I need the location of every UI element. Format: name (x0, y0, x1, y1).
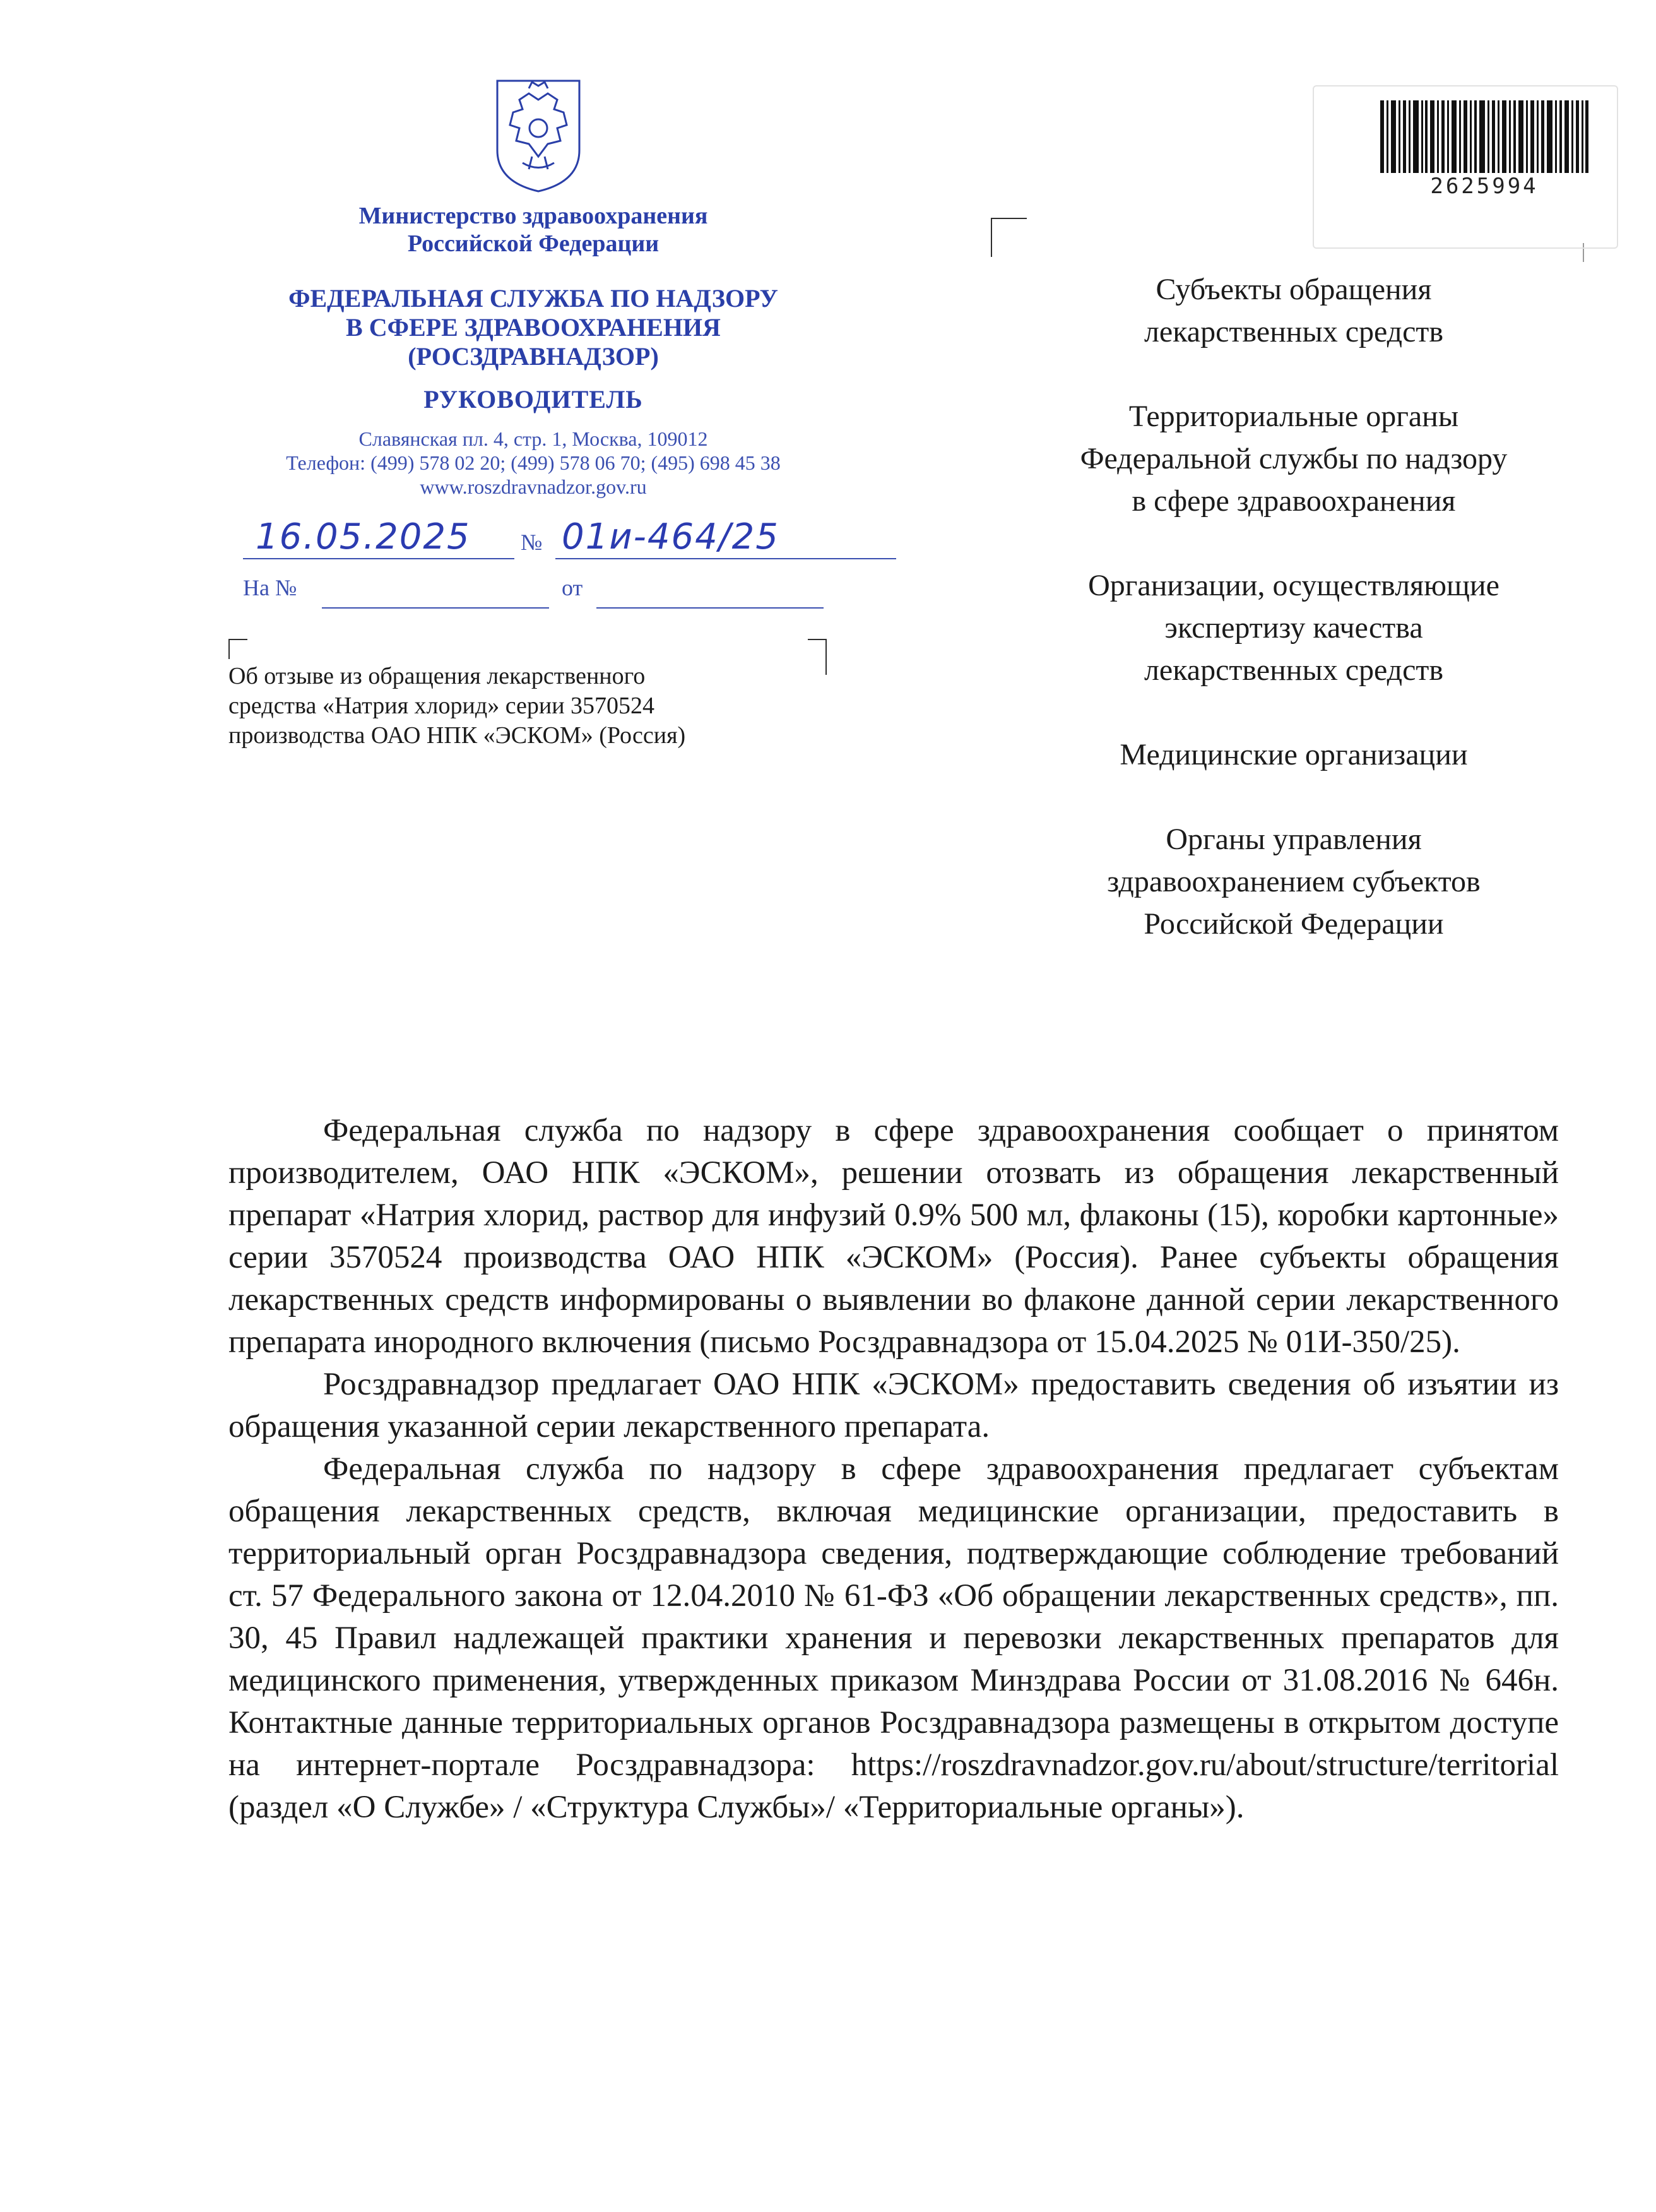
contacts (215, 427, 852, 499)
address: Славянская пл. 4, стр. 1, Москва, 109012 (358, 427, 708, 450)
addressee-item: Медицинские организации (1120, 738, 1468, 771)
ref-from-label: от (562, 575, 583, 600)
addressee-item: Организации, осуществляющие экспертизу качества лекарственных средств (1088, 569, 1499, 687)
number-label: № (521, 530, 543, 555)
addressee-item: Органы управления здравоохранением субъектов Российской Федерации (1107, 823, 1481, 941)
barcode-icon (1380, 100, 1588, 173)
addressee-list (1003, 268, 1584, 987)
subject: Об отзыве из обращения лекарственного средства «Натрия хлорид» серии 3570524 производства ОАО НПК «ЭСКОМ» (Россия) (228, 663, 686, 749)
barcode-number: 2625994 (1430, 174, 1539, 199)
head-title: РУКОВОДИТЕЛЬ (423, 385, 643, 413)
date-underline (243, 558, 514, 559)
number-underline (555, 558, 896, 559)
ministry-name: Министерство здравоохранения Российской Федерации (358, 203, 708, 257)
addressee-item: Субъекты обращения лекарственных средств (1144, 273, 1444, 348)
subject-corner-left (228, 639, 247, 659)
letter-body (228, 1110, 1559, 1829)
registration-number: 01и-464/25 (562, 516, 779, 557)
registration-line (243, 516, 906, 567)
registration-date: 16.05.2025 (256, 516, 471, 557)
body-paragraph: Федеральная служба по надзору в сфере здравоохранения сообщает о принятом производителем, ОАО НПК «ЭСКОМ», решении отозвать из обращения лекарственный препарат «Натрия хлорид, раствор для инфузий 0.9% 500 мл, флаконы (15), коробки картонные» серии 3570524 производства ОАО НПК «ЭСКОМ» (Россия). Ранее субъекты обращения лекарственных средств информированы о выявлении во флаконе данной серии лекарственного препарата инородного включения (письмо Росздравнадзора от 15.04.2025 № 01И-350/25). (228, 1113, 1559, 1360)
coat-of-arms-icon (485, 74, 592, 194)
service-name: ФЕДЕРАЛЬНАЯ СЛУЖБА ПО НАДЗОРУ В СФЕРЕ ЗДРАВООХРАНЕНИЯ (РОСЗДРАВНАДЗОР) (288, 284, 778, 371)
website: www.roszdravnadzor.gov.ru (420, 475, 647, 498)
body-paragraph: Росздравнадзор предлагает ОАО НПК «ЭСКОМ» предоставить сведения об изъятии из обращения указанной серии лекарственного препарата. (228, 1367, 1559, 1444)
phones: Телефон: (499) 578 02 20; (499) 578 06 70; (495) 698 45 38 (286, 451, 781, 474)
addressee-corner-left (991, 218, 1027, 257)
letterhead (215, 202, 852, 414)
addressee-item: Территориальные органы Федеральной службы по надзору в сфере здравоохранения (1080, 400, 1508, 518)
barcode-stamp (1313, 85, 1618, 249)
ref-number-label: На № (243, 575, 297, 600)
reference-line (243, 574, 906, 612)
ref-from-underline (596, 607, 824, 609)
body-paragraph: Федеральная служба по надзору в сфере здравоохранения предлагает субъектам обращения лекарственных средств, включая медицинские организации, предоставить в территориальный орган Росздравнадзора сведения, подтверждающие соблюдение требований ст. 57 Федерального закона от 12.04.2010 № 61-ФЗ «Об обращении лекарственных средств», пп. 30, 45 Правил надлежащей практики хранения и перевозки лекарственных препаратов для медицинского применения, утвержденных приказом Минздрава России от 31.08.2016 № 646н. Контактные данные территориальных органов Росздравнадзора размещены в открытом доступе на интернет-портале Росздравнадзора: https://roszdravnadzor.gov.ru/about/structure/territorial (раздел «О Службе» / «Структура Службы»/ «Территориальные органы»). (228, 1451, 1559, 1825)
ref-number-underline (322, 607, 549, 609)
